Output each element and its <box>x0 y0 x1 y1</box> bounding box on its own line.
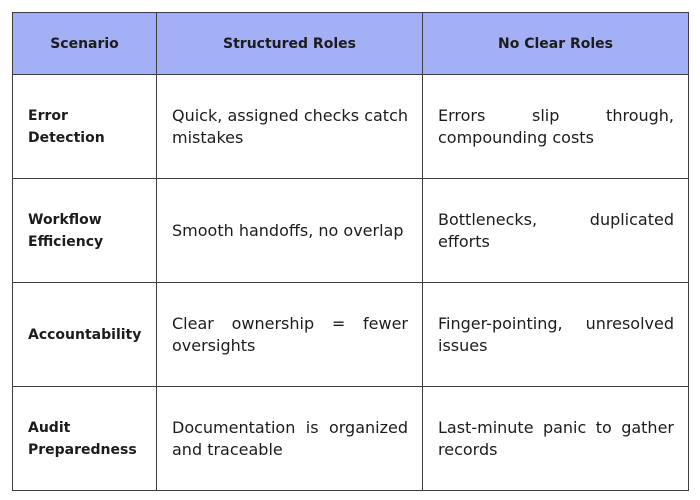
structured-roles-cell <box>157 75 423 179</box>
header-scenario: Scenario <box>13 13 157 75</box>
scenario-cell: Audit Preparedness <box>13 387 157 491</box>
structured-roles-cell <box>157 179 423 283</box>
scenario-cell: Error Detection <box>13 75 157 179</box>
table-body <box>13 75 689 491</box>
no-clear-roles-cell <box>423 75 689 179</box>
no-clear-roles-cell <box>423 179 689 283</box>
no-clear-roles-text: Last-minute panic to gather records <box>438 417 674 459</box>
table-row <box>13 179 689 283</box>
table-header <box>13 13 689 75</box>
header-structured-roles: Structured Roles <box>157 13 423 75</box>
roles-comparison-table <box>12 12 689 491</box>
scenario-cell: Accountability <box>13 283 157 387</box>
scenario-cell: Workflow Efficiency <box>13 179 157 283</box>
table-row <box>13 75 689 179</box>
no-clear-roles-cell <box>423 283 689 387</box>
no-clear-roles-text: Bottlenecks, duplicated efforts <box>438 209 674 251</box>
structured-roles-text: Quick, assigned checks catch mistakes <box>172 105 408 147</box>
structured-roles-cell <box>157 387 423 491</box>
no-clear-roles-cell <box>423 387 689 491</box>
structured-roles-text: Documentation is organized and traceable <box>172 417 408 459</box>
no-clear-roles-text: Finger-pointing, unresolved issues <box>438 313 674 355</box>
structured-roles-text: Clear ownership = fewer oversights <box>172 313 408 355</box>
structured-roles-text: Smooth handoffs, no overlap <box>172 220 404 240</box>
header-no-clear-roles: No Clear Roles <box>423 13 689 75</box>
table-row <box>13 283 689 387</box>
header-row <box>13 13 689 75</box>
structured-roles-cell <box>157 283 423 387</box>
no-clear-roles-text: Errors slip through, compounding costs <box>438 105 674 147</box>
table-row <box>13 387 689 491</box>
